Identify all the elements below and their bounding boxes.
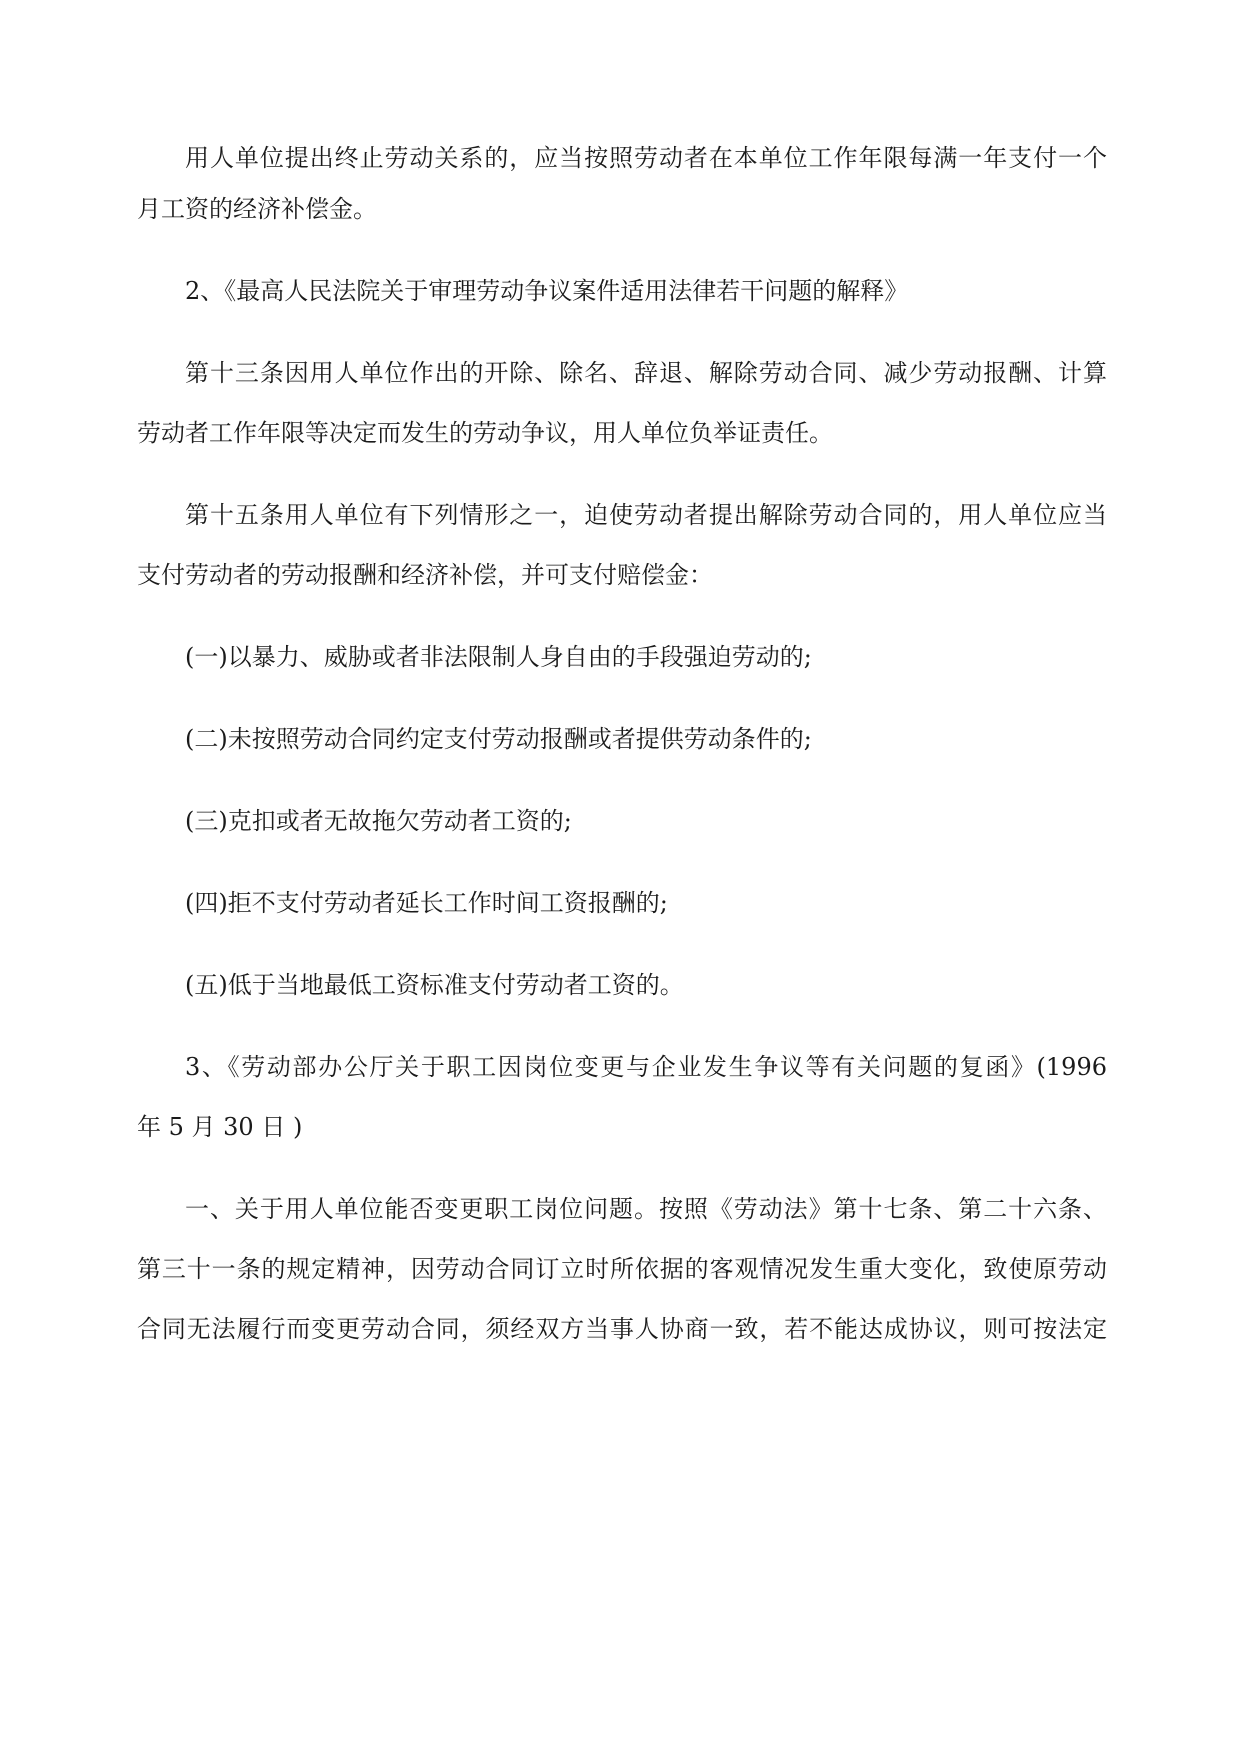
paragraph-11-line-2: 第三十一条的规定精神，因劳动合同订立时所依据的客观情况发生重大变化，致使原劳动 (137, 1255, 1107, 1283)
paragraph-4-line-2: 支付劳动者的劳动报酬和经济补偿，并可支付赔偿金： (137, 561, 713, 589)
list-item-3: (三)克扣或者无故拖欠劳动者工资的; (185, 807, 572, 835)
paragraph-3-line-2: 劳动者工作年限等决定而发生的劳动争议，用人单位负举证责任。 (137, 419, 833, 447)
paragraph-3-line-1: 第十三条因用人单位作出的开除、除名、辞退、解除劳动合同、减少劳动报酬、计算 (185, 359, 1107, 387)
list-item-1: (一)以暴力、威胁或者非法限制人身自由的手段强迫劳动的; (185, 643, 812, 671)
paragraph-11-line-1: 一、关于用人单位能否变更职工岗位问题。按照《劳动法》第十七条、第二十六条、 (185, 1195, 1107, 1223)
paragraph-1-line-2: 月工资的经济补偿金。 (137, 195, 377, 223)
paragraph-10-line-1: 3、《劳动部办公厅关于职工因岗位变更与企业发生争议等有关问题的复函》(1996 (185, 1053, 1107, 1081)
paragraph-11-line-3: 合同无法履行而变更劳动合同，须经双方当事人协商一致，若不能达成协议，则可按法定 (137, 1315, 1107, 1343)
list-item-4: (四)拒不支付劳动者延长工作时间工资报酬的; (185, 889, 668, 917)
list-item-5: (五)低于当地最低工资标准支付劳动者工资的。 (185, 971, 684, 999)
paragraph-1-line-1: 用人单位提出终止劳动关系的，应当按照劳动者在本单位工作年限每满一年支付一个 (185, 144, 1107, 172)
paragraph-2-line-1: 2、《最高人民法院关于审理劳动争议案件适用法律若干问题的解释》 (185, 277, 909, 305)
paragraph-4-line-1: 第十五条用人单位有下列情形之一，迫使劳动者提出解除劳动合同的，用人单位应当 (185, 501, 1107, 529)
paragraph-10-line-2: 年 5 月 30 日 ) (137, 1113, 303, 1141)
list-item-2: (二)未按照劳动合同约定支付劳动报酬或者提供劳动条件的; (185, 725, 812, 753)
